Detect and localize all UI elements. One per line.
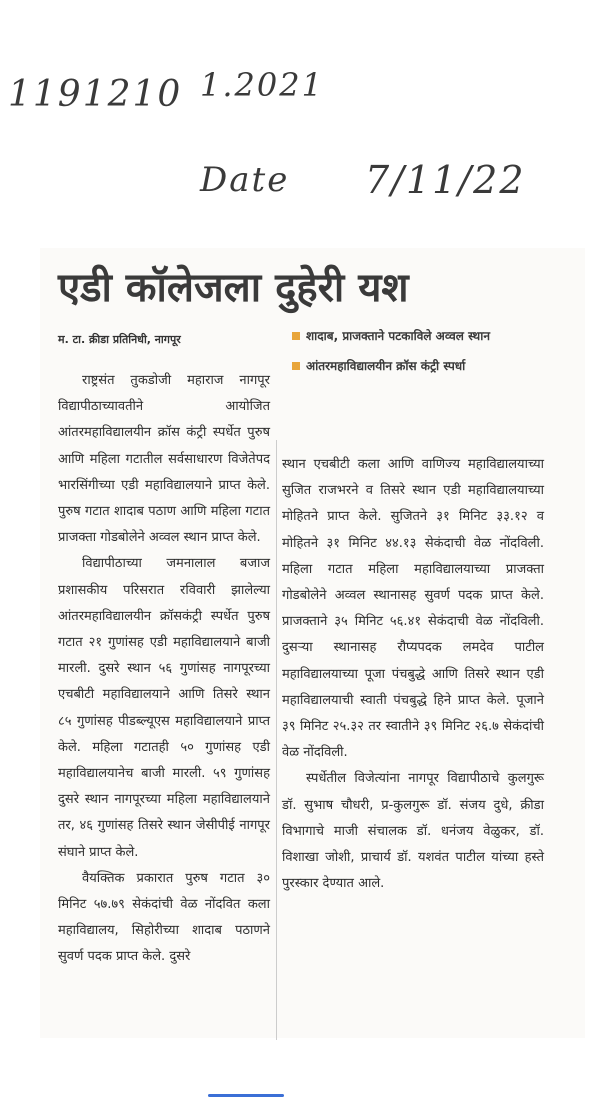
article-headline: एडी कॉलेजला दुहेरी यश	[58, 265, 409, 311]
highlight-text: शादाब, प्राजक्ताने पटकाविले अव्वल स्थान	[306, 329, 490, 343]
highlight-item	[292, 326, 562, 346]
article-paragraph: विद्यापीठाच्या जमनालाल बजाज प्रशासकीय परिसरात रविवारी झालेल्या आंतरमहाविद्यालयीन क्रॉसकंट्री स्पर्धेत पुरुष गटात २१ गुणांसह एडी महाविद्यालयाने बाजी मारली. दुसरे स्थान ५६ गुणांसह नागपूरच्या एचबीटी महाविद्यालयाने आणि तिसरे स्थान ८५ गुणांसह पीडब्ल्यूएस महाविद्यालयाने प्राप्त केले. महिला गटातही ५० गुणांसह एडी महाविद्यालयानेच बाजी मारली. ५९ गुणांसह दुसरे स्थान नागपूरच्या महिला महाविद्यालयाने तर, ४६ गुणांसह तिसरे स्थान जेसीपीई नागपूर संघाने प्राप्त केले.	[58, 556, 270, 860]
byline-text: म. टा. क्रीडा प्रतिनिधी, नागपूर	[58, 333, 181, 346]
scroll-indicator	[208, 1094, 284, 1097]
article-paragraph: स्थान एचबीटी कला आणि वाणिज्य महाविद्यालयाच्या सुजित राजभरने व तिसरे स्थान एडी महाविद्यालयाच्या मोहितने प्राप्त केले. सुजितने ३१ मिनिट ३३.१२ व मोहितने ३१ मिनिट ४४.१३ सेकंदाची वेळ नोंदविली. महिला गटात महिला महाविद्यालयाच्या प्राजक्ता गोडबोलेने अव्वल स्थानासह सुवर्ण पदक प्राप्त केले. प्राजक्ताने ३५ मिनिट ५६.४१ सेकंदाची वेळ नोंदविली. दुसऱ्या स्थानासह रौप्यपदक लमदेव पाटील महाविद्यालयाच्या पूजा पंचबुद्धे आणि तिसरे स्थान एडी महाविद्यालयाची स्वाती पंचबुद्धे हिने प्राप्त केले. पूजाने ३९ मिनिट २५.३२ तर स्वातीने ३९ मिनिट २६.७ सेकंदांची वेळ नोंदविली.	[282, 457, 544, 761]
article-paragraph: स्पर्धेतील विजेत्यांना नागपूर विद्यापीठाचे कुलगुरू डॉ. सुभाष चौधरी, प्र-कुलगुरू डॉ. संजय दुधे, क्रीडा विभागाचे माजी संचालक डॉ. धनंजय वेळुकर, डॉ. विशाखा जोशी, प्राचार्य डॉ. यशवंत पाटील यांच्या हस्ते पुरस्कार देण्यात आले.	[282, 771, 544, 892]
article-right-column	[282, 452, 544, 897]
handwritten-date-value: 7/11/22	[365, 158, 526, 202]
article-highlights	[292, 326, 562, 386]
article-left-column	[58, 368, 270, 971]
column-divider	[276, 440, 277, 1040]
article-paragraph: वैयक्तिक प्रकारात पुरुष गटात ३० मिनिट ५७.७९ सेकंदांची वेळ नोंदवित कला महाविद्यालय, सिहोरीच्या शादाब पठाणने सुवर्ण पदक प्राप्त केले. दुसरे	[58, 870, 270, 965]
highlight-text: आंतरमहाविद्यालयीन क्रॉस कंट्री स्पर्धा	[306, 359, 466, 373]
handwritten-date-label: Date	[200, 160, 290, 200]
bullet-square-icon	[292, 332, 300, 340]
article-byline	[58, 332, 298, 347]
highlight-item	[292, 356, 562, 376]
bullet-square-icon	[292, 362, 300, 370]
article-paragraph: राष्ट्रसंत तुकडोजी महाराज नागपूर विद्यापीठाच्यावतीने आयोजित आंतरमहाविद्यालयीन क्रॉस कंट्री स्पर्धेत पुरुष आणि महिला गटातील सर्वसाधारण विजेतेपद भारसिंगीच्या एडी महाविद्यालयाने प्राप्त केले. पुरुष गटात शादाब पठाण आणि महिला गटात प्राजक्ता गोडबोलेने अव्वल स्थान प्राप्त केले.	[58, 373, 270, 546]
handwritten-reference-suffix: 1.2021	[200, 66, 324, 104]
handwritten-reference-number: 1191210	[8, 74, 183, 115]
